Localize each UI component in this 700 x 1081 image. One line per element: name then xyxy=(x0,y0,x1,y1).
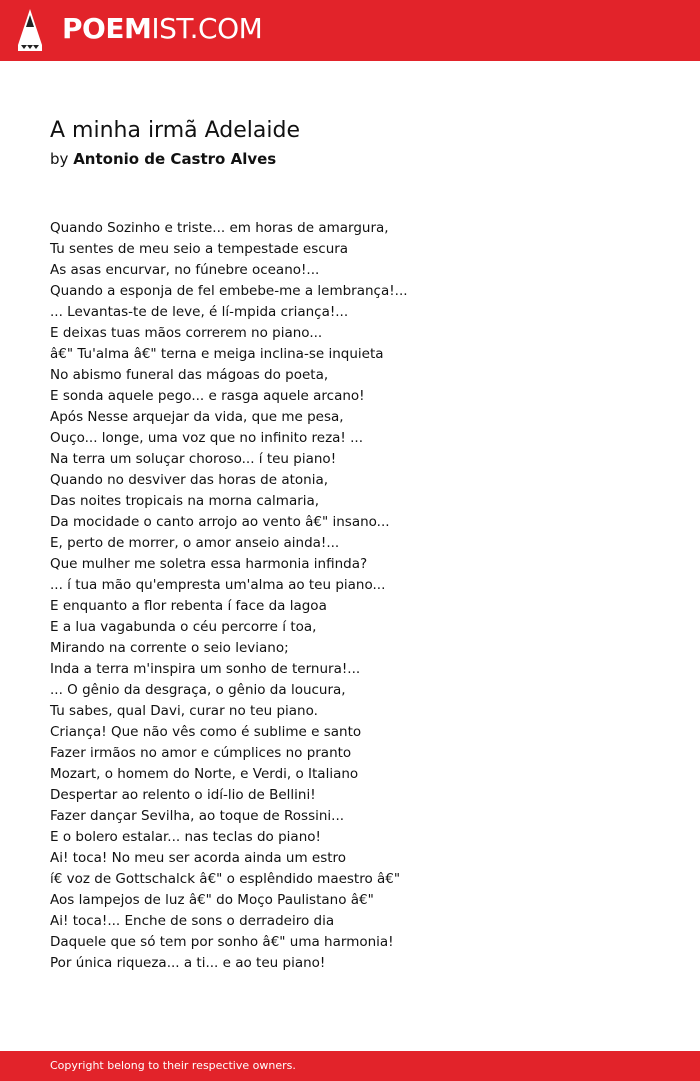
poem-line: Ai! toca! No meu ser acorda ainda um estro xyxy=(50,850,347,866)
poem-line: Despertar ao relento o idí-lio de Bellini! xyxy=(50,787,316,803)
logo-text-bold: POEM xyxy=(62,12,152,45)
poem-line: E, perto de morrer, o amor anseio ainda!... xyxy=(50,535,340,551)
poem-line: E a lua vagabunda o céu percorre í toa, xyxy=(50,619,317,635)
poem-line: Quando Sozinho e triste... em horas de amargura, xyxy=(50,220,389,236)
poem-line: Criança! Que não vês como é sublime e santo xyxy=(50,724,362,740)
poem-line: ... Levantas-te de leve, é lí-mpida criança!... xyxy=(50,304,349,320)
poem-line: As asas encurvar, no fúnebre oceano!... xyxy=(50,262,320,278)
poem-line: Inda a terra m'inspira um sonho de ternura!... xyxy=(50,661,361,677)
byline xyxy=(50,148,276,170)
poem-line: Aos lampejos de luz â€" do Moço Paulistano â€" xyxy=(50,892,374,908)
poem-line: ... O gênio da desgraça, o gênio da loucura, xyxy=(50,682,346,698)
poem-line: E sonda aquele pego... e rasga aquele arcano! xyxy=(50,388,365,404)
poem-line: Que mulher me soletra essa harmonia infinda? xyxy=(50,556,368,572)
poem-line: Ai! toca!... Enche de sons o derradeiro dia xyxy=(50,913,335,929)
poem-body xyxy=(50,218,670,974)
header-bar xyxy=(0,0,700,61)
by-label: by xyxy=(50,150,69,168)
poem-line: ... í tua mão qu'empresta um'alma ao teu piano... xyxy=(50,577,386,593)
site-logo[interactable] xyxy=(62,11,262,47)
poem-line: Na terra um soluçar choroso... í teu piano! xyxy=(50,451,337,467)
pencil-icon[interactable] xyxy=(18,9,42,51)
poem-line: Tu sentes de meu seio a tempestade escura xyxy=(50,241,349,257)
poem-line: Das noites tropicais na morna calmaria, xyxy=(50,493,320,509)
poem-line: E deixas tuas mãos correrem no piano... xyxy=(50,325,323,341)
poem-line: No abismo funeral das mágoas do poeta, xyxy=(50,367,329,383)
poem-line: Tu sabes, qual Davi, curar no teu piano. xyxy=(50,703,318,719)
poem-line: â€" Tu'alma â€" terna e meiga inclina-se inquieta xyxy=(50,346,384,362)
poem-line: Quando a esponja de fel embebe-me a lembrança!... xyxy=(50,283,408,299)
poem-line: Ouço... longe, uma voz que no infinito reza! ... xyxy=(50,430,363,446)
poem-line: Quando no desviver das horas de atonia, xyxy=(50,472,329,488)
poem-line: í€ voz de Gottschalck â€" o esplêndido maestro â€" xyxy=(50,871,401,887)
poem-line: Mirando na corrente o seio leviano; xyxy=(50,640,289,656)
author-name: Antonio de Castro Alves xyxy=(73,150,277,168)
poem-line: Fazer dançar Sevilha, ao toque de Rossini... xyxy=(50,808,345,824)
poem-line: Após Nesse arquejar da vida, que me pesa, xyxy=(50,409,344,425)
poem-line: E enquanto a flor rebenta í face da lagoa xyxy=(50,598,327,614)
poem-line: Mozart, o homem do Norte, e Verdi, o Italiano xyxy=(50,766,359,782)
footer-bar xyxy=(0,1051,700,1081)
logo-text-light: IST.COM xyxy=(151,12,263,45)
poem-title: A minha irmã Adelaide xyxy=(50,118,300,143)
poem-line: Daquele que só tem por sonho â€" uma harmonia! xyxy=(50,934,394,950)
poem-line: E o bolero estalar... nas teclas do piano! xyxy=(50,829,321,845)
copyright-text: Copyright belong to their respective owners. xyxy=(50,1059,296,1072)
poem-line: Da mocidade o canto arrojo ao vento â€" insano... xyxy=(50,514,390,530)
poem-line: Fazer irmãos no amor e cúmplices no pranto xyxy=(50,745,352,761)
poem-line: Por única riqueza... a ti... e ao teu piano! xyxy=(50,955,326,971)
